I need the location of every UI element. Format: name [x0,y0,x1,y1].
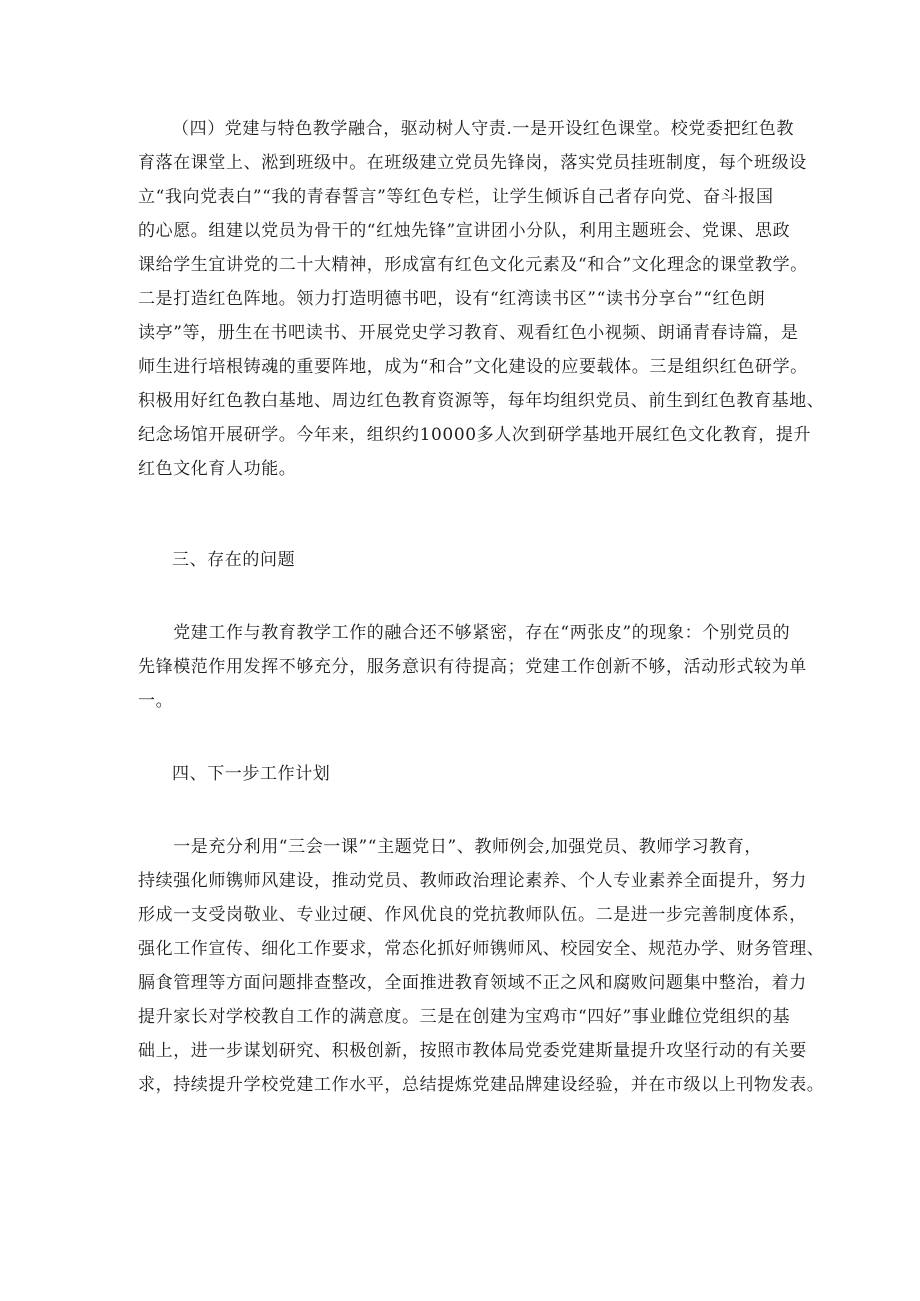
section-heading-next-plan: 四、下一步工作计划 [172,764,331,784]
text-line: 党建工作与教育教学工作的融合还不够紧密，存在“两张皮”的现象：个别党员的 [138,623,791,643]
text-line: 二是打造红色阵地。领力打造明德书吧，设有“红湾读书区”“读书分享台”“红色朗 [138,289,766,309]
text-line: 先锋模范作用发挥不够充分，服务意识有待提高；党建工作创新不够，活动形式较为单 [138,657,807,677]
text-line: 师生进行培根铸魂的重要阵地，成为“和合”文化建设的应要载体。三是组织红色研学。 [138,357,808,377]
text-line: 育落在课堂上、淞到班级中。在班级建立党员先锋岗，落实党员挂班制度，每个班级设 [138,153,807,173]
text-line: （四）党建与特色教学融合，驱动树人守责.一是开设红色课堂。校党委把红色教 [172,119,795,139]
text-line: 求，持续提升学校党建工作水平，总结提炼党建品牌建设经验，并在市级以上刊物发表。 [138,1075,825,1095]
text-line: 提升家长对学校教自工作的满意度。三是在创建为宝鸡市“四好”事业雌位党组织的基 [138,1007,791,1027]
text-line: 一是充分利用“三会一课”“主题党日”、教师例会,加强党员、教师学习教育， [138,837,762,857]
text-line: 一。 [138,691,174,711]
text-line: 课给学生宜讲党的二十大精神，形成富有红色文化元素及“和合”文化理念的课堂教学。 [138,255,808,275]
text-line: 红色文化育人功能。 [138,459,297,479]
text-line: 积极用好红色教白基地、周边红色教育资源等，每年均组织党员、前生到红色教育基地、 [138,391,825,411]
text-line: 膈食管理等方面问题排查整改，全面推进教育领域不正之风和腐败问题集中整治，着力 [138,973,807,993]
paragraph-problems [138,616,807,718]
text-line: 持续强化师镌师风建设，推动党员、教师政治理论素养、个人专业素养全面提升，努力 [138,871,807,891]
text-line: 的心愿。组建以党员为骨干的“红烛先锋”宣讲团小分队，利用主题班会、党课、思政 [138,221,791,241]
paragraph-party-building-integration [138,112,825,486]
paragraph-next-plan [138,830,825,1102]
section-heading-problems: 三、存在的问题 [172,550,296,570]
text-line: 读亭”等，册生在书吧读书、开展党史学习教育、观看红色小视频、朗诵青春诗篇，是 [138,323,799,343]
text-line: 纪念场馆开展研学。今年来，组织约10000多人次到研学基地开展红色文化教育，提升 [138,425,812,445]
text-line: 础上，进一步谋划研究、积极创新，按照市教体局党委党建斯量提升攻坚行动的有关要 [138,1041,807,1061]
text-line: 形成一支受岗敬业、专业过硬、作风优良的党抗教师队伍。二是进一步完善制度体系， [138,905,807,925]
text-line: 立“我向党表白”“我的青春誓言”等红色专栏，让学生倾诉自己者存向党、奋斗报国 [138,187,774,207]
text-line: 强化工作宣传、细化工作要求，常态化抓好师镌师风、校园安全、规范办学、财务管理、 [138,939,825,959]
